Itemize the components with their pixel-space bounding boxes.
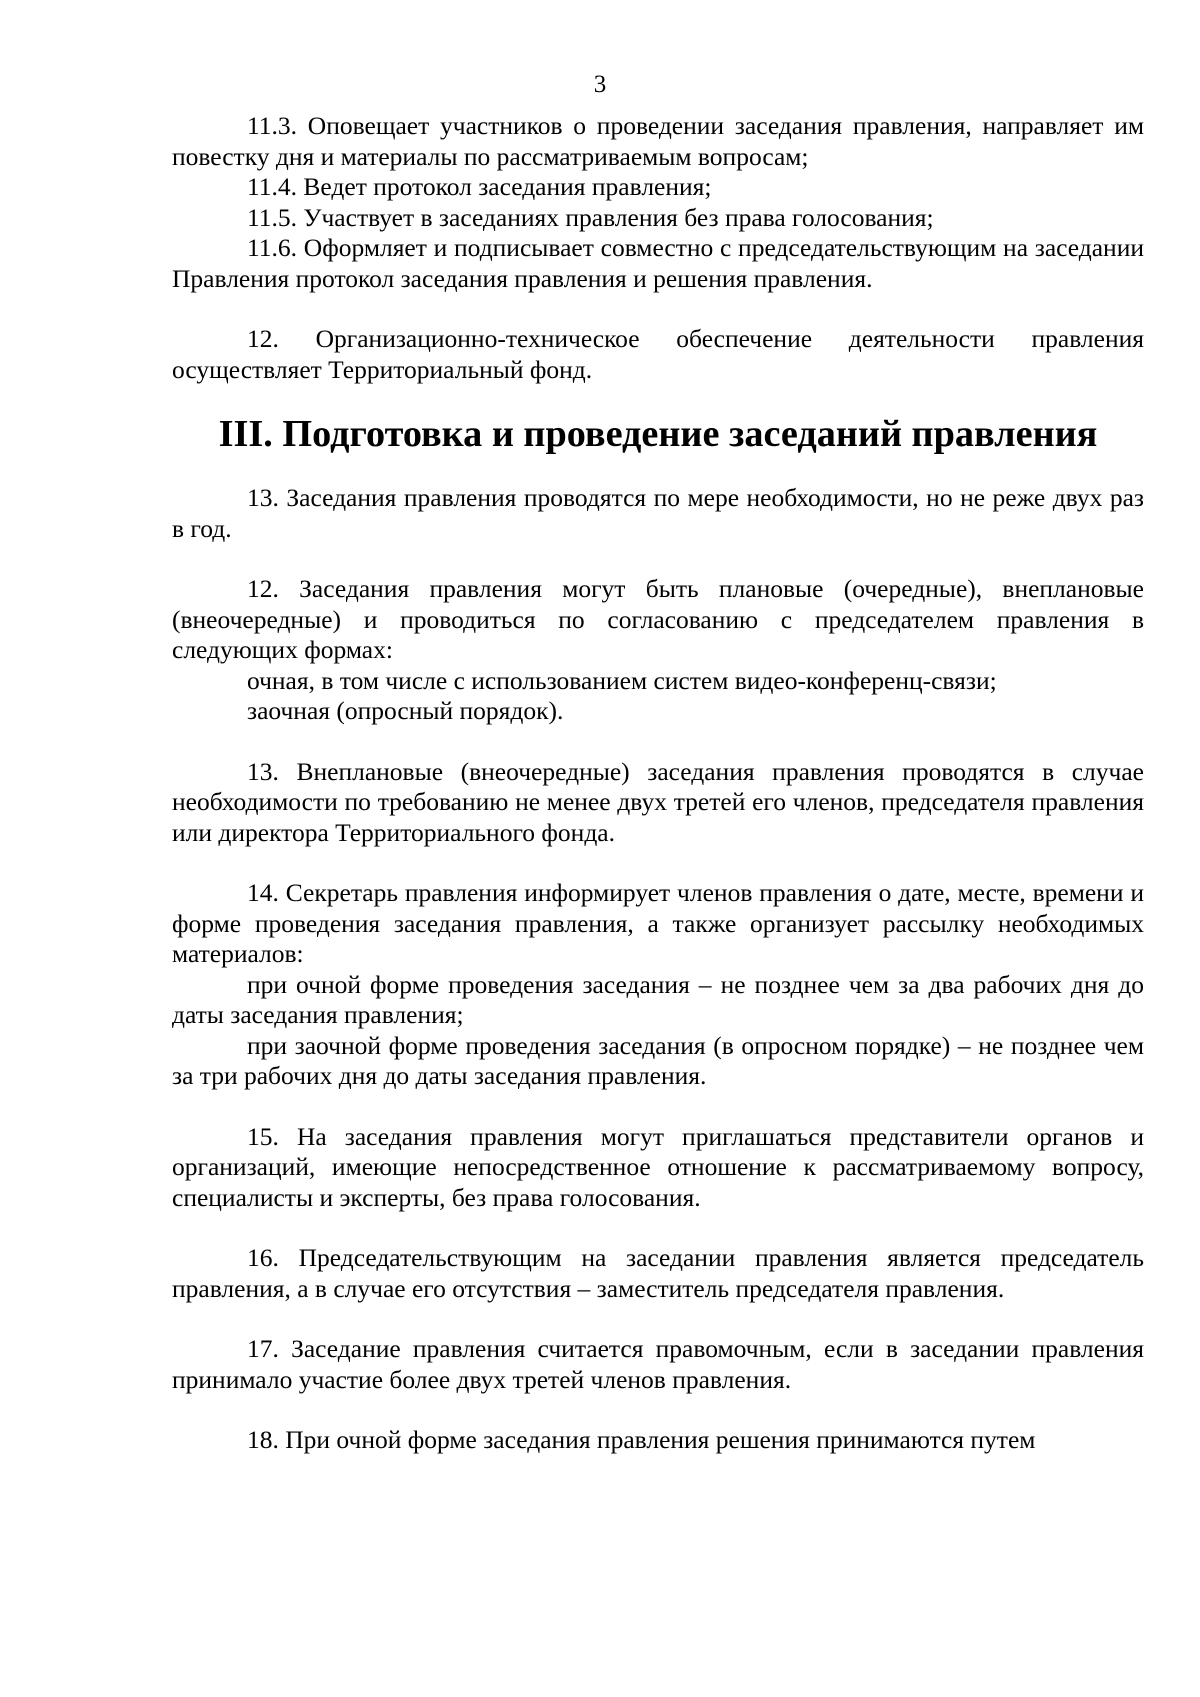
paragraph-13: 13. Заседания правления проводятся по мере необходимости, но не реже двух раз в год. bbox=[172, 483, 1144, 543]
paragraph-15: 15. На заседания правления могут приглашаться представители органов и организаций, имеющие непосредственное отношение к рассматриваемому вопросу, специалисты и эксперты, без права голосования. bbox=[172, 1121, 1144, 1212]
paragraph-16: 16. Председательствующим на заседании правления является председатель правления, а в случае его отсутствия – заместитель председателя правления. bbox=[172, 1243, 1144, 1303]
list-item-absentee-deadline: при заочной форме проведения заседания (в опросном порядке) – не позднее чем за три рабочих дня до даты заседания правления. bbox=[172, 1030, 1144, 1090]
paragraph-14: 14. Секретарь правления информирует членов правления о дате, месте, времени и форме проведения заседания правления, а также организует рассылку необходимых материалов: bbox=[172, 878, 1144, 968]
document-body bbox=[172, 111, 1144, 1456]
list-item-in-person: очная, в том числе с использованием систем видео-конференц-связи; bbox=[247, 665, 997, 695]
paragraph-17: 17. Заседание правления считается правомочным, если в заседании правления принимало участие более двух третей членов правления. bbox=[172, 1334, 1144, 1394]
paragraph-11-4: 11.4. Ведет протокол заседания правления; bbox=[247, 172, 712, 201]
section-heading: III. Подготовка и проведение заседаний правления bbox=[218, 413, 1098, 455]
paragraph-11-3: 11.3. Оповещает участников о проведении заседания правления, направляет им повестку дня и материалы по рассматриваемым вопросам; bbox=[172, 111, 1144, 171]
page-number: 3 bbox=[593, 71, 607, 98]
paragraph-18: 18. При очной форме заседания правления решения принимаются путем bbox=[247, 1425, 1036, 1454]
paragraph-12: 12. Организационно-техническое обеспечение деятельности правления осуществляет Территориальный фонд. bbox=[172, 324, 1144, 384]
list-item-in-person-deadline: при очной форме проведения заседания – не позднее чем за два рабочих дня до даты заседания правления; bbox=[172, 969, 1144, 1029]
list-item-absentee: заочная (опросный порядок). bbox=[247, 696, 564, 725]
paragraph-11-5: 11.5. Участвует в заседаниях правления без права голосования; bbox=[247, 202, 934, 232]
paragraph-11-6: 11.6. Оформляет и подписывает совместно с председательствующим на заседании Правления протокол заседания правления и решения правления. bbox=[172, 233, 1144, 293]
paragraph-12-forms: 12. Заседания правления могут быть плановые (очередные), внеплановые (внеочередные) и проводиться по согласованию с председателем правления в следующих формах: bbox=[172, 574, 1144, 664]
paragraph-13-extraordinary: 13. Внеплановые (внеочередные) заседания правления проводятся в случае необходимости по требованию не менее двух третей его членов, председателя правления или директора Территориального фонда. bbox=[172, 756, 1144, 847]
